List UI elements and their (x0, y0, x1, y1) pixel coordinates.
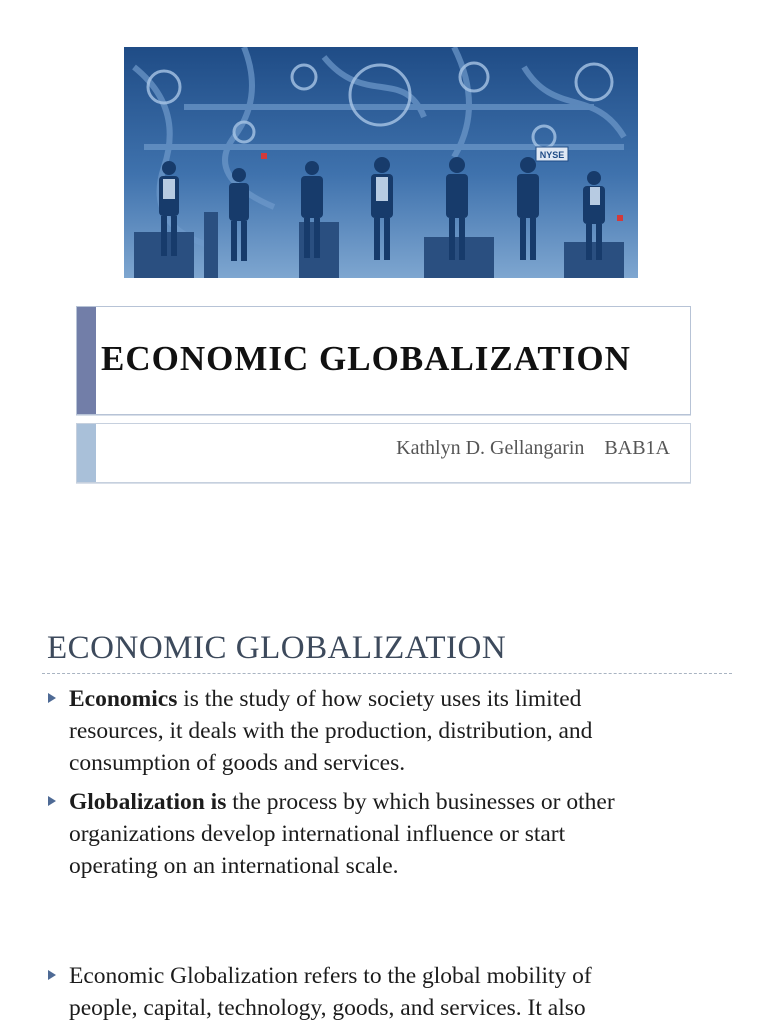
bullet-globalization (48, 786, 738, 882)
subtitle-box (76, 423, 691, 483)
bullet-term: Globalization is (69, 789, 227, 815)
bullet-marker-icon (48, 970, 56, 980)
bullet-text: the process by which businesses or other (226, 789, 615, 815)
bullet-line: organizations develop international influence or start (69, 821, 566, 847)
title-accent-bar (77, 307, 96, 414)
bullet-term: Economics (69, 686, 178, 712)
slide2-heading: ECONOMIC GLOBALIZATION (47, 630, 507, 666)
bullet-line (69, 786, 738, 818)
bullet-economic-globalization (48, 960, 738, 1024)
banner-illustration (124, 47, 638, 278)
bullet-line: people, capital, technology, goods, and services. It also (69, 995, 586, 1021)
slide-title: ECONOMIC GLOBALIZATION (101, 339, 631, 378)
bullet-line: operating on an international scale. (69, 853, 399, 879)
author-name: Kathlyn D. Gellangarin (396, 437, 585, 459)
bullet-text: is the study of how society uses its limited (177, 686, 582, 712)
subtitle-accent-bar (77, 424, 96, 482)
bullet-marker-icon (48, 693, 56, 703)
section-code: BAB1A (604, 437, 670, 459)
bullet-line: resources, it deals with the production, distribution, and (69, 718, 593, 744)
subtitle (396, 437, 670, 460)
bullet-economics (48, 683, 738, 779)
bullet-marker-icon (48, 796, 56, 806)
title-box (76, 306, 691, 415)
nyse-sign: NYSE (539, 150, 565, 160)
bullet-line: consumption of goods and services. (69, 750, 406, 776)
bullet-line: Economic Globalization refers to the global mobility of (69, 963, 592, 989)
bullet-line (69, 683, 738, 715)
heading-divider (42, 673, 732, 674)
banner-image (124, 47, 638, 278)
